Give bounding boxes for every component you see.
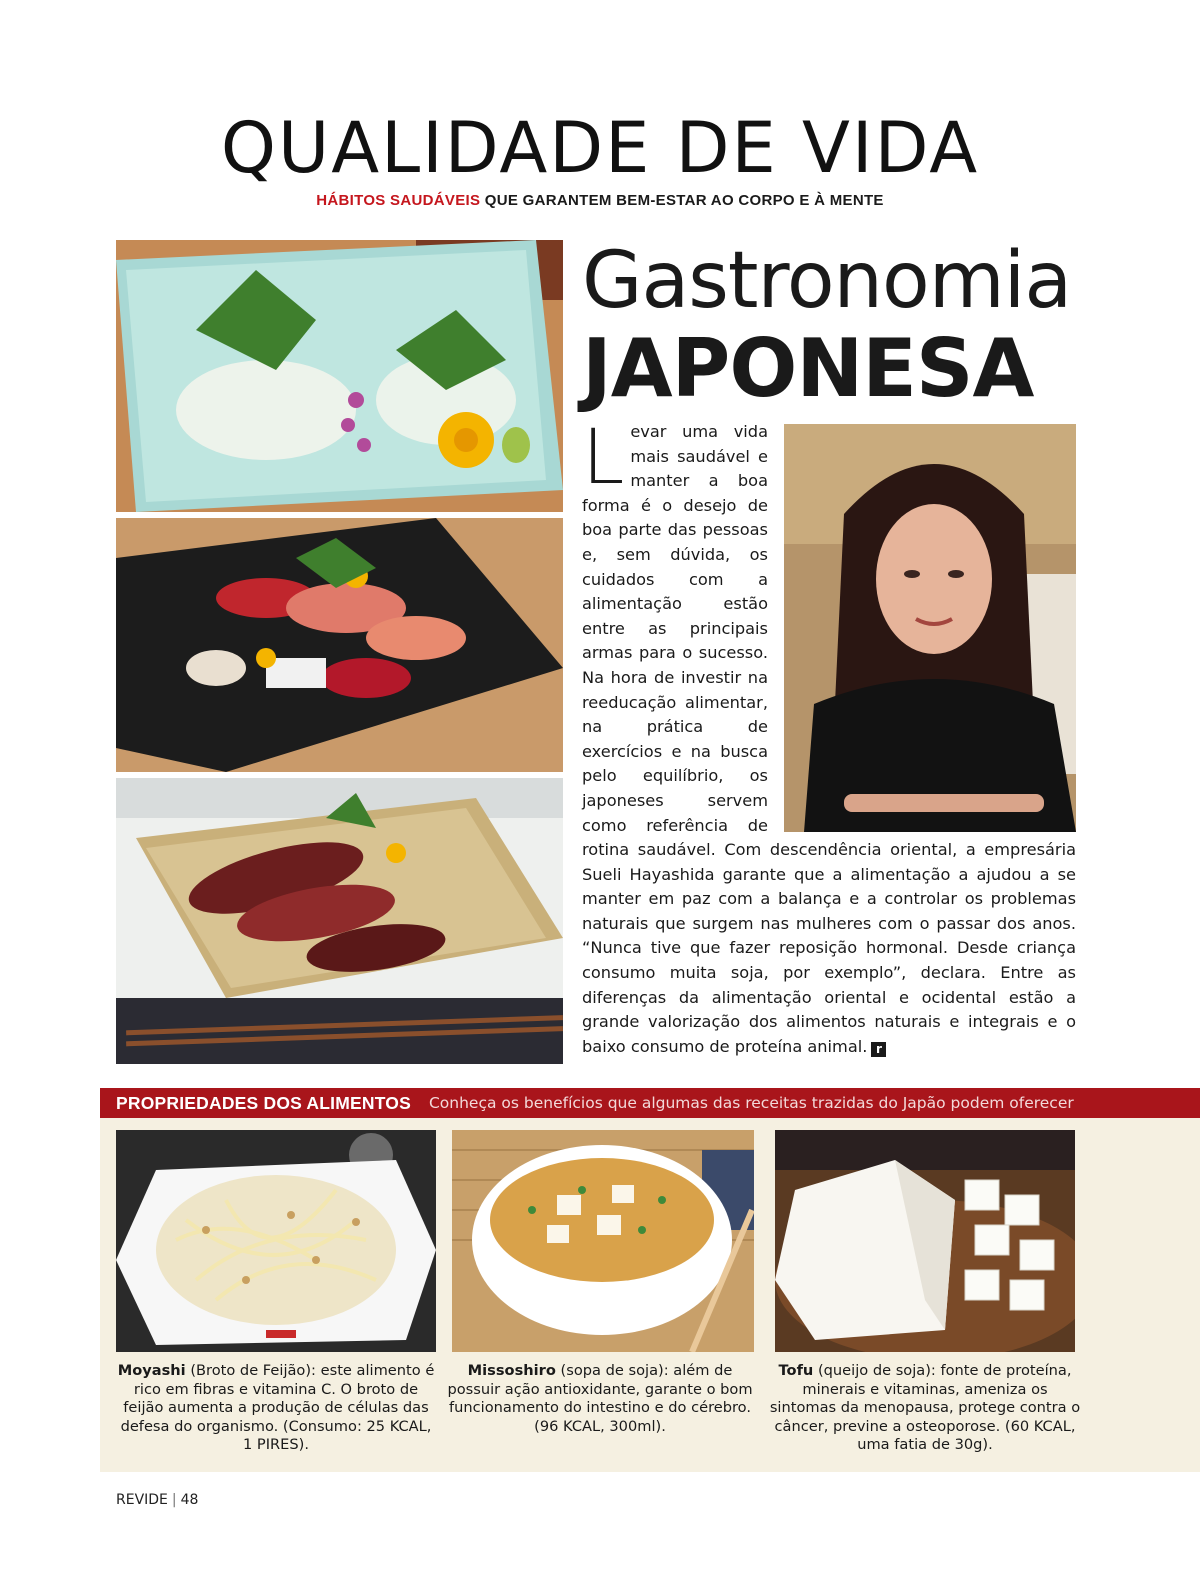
caption-missoshiro-text: (sopa de soja): além de possuir ação antioxidante, garante o bom funcionamento do intestino e do cérebro. (96 KCAL, 300ml). — [447, 1362, 753, 1435]
photo-portrait-sueli-hayashida — [784, 424, 1076, 832]
caption-tofu-text: (queijo de soja): fonte de proteína, minerais e vitaminas, ameniza os sintomas da menopausa, protege contra o câncer, previne a osteoporose. (60 KCAL, uma fatia de 30g). — [769, 1362, 1081, 1454]
photo-squid-sashimi — [116, 240, 563, 512]
photo-tofu — [775, 1130, 1075, 1352]
section-title: QUALIDADE DE VIDA — [220, 107, 980, 189]
caption-moyashi-name: Moyashi — [117, 1362, 186, 1379]
article-body — [582, 412, 1076, 1060]
caption-missoshiro — [444, 1362, 756, 1436]
drop-cap: L — [582, 412, 625, 501]
page-footer — [116, 1492, 198, 1508]
caption-moyashi — [116, 1362, 436, 1455]
article-title-line1: Gastronomia — [582, 236, 1072, 326]
magazine-name: REVIDE — [116, 1492, 168, 1508]
end-of-article-mark: r — [871, 1042, 886, 1057]
caption-moyashi-text: (Broto de Feijão): este alimento é rico em fibras e vitamina C. O broto de feijão aumenta a produção de células das defesa do organismo. (Consumo: 25 KCAL, 1 PIRES). — [120, 1362, 435, 1454]
photo-moyashi — [116, 1130, 436, 1352]
section-subtitle — [0, 192, 1200, 209]
properties-subtitle: Conheça os benefícios que algumas das receitas trazidas do Japão podem oferecer — [428, 1094, 1074, 1112]
section-header — [0, 108, 1200, 209]
caption-tofu-name: Tofu — [778, 1362, 814, 1379]
photo-sashimi-platter — [116, 518, 563, 772]
footer-separator: | — [171, 1492, 177, 1508]
caption-missoshiro-name: Missoshiro — [467, 1362, 556, 1379]
article-title-line2: JAPONESA — [582, 322, 1034, 415]
photo-seared-tuna — [116, 778, 563, 1064]
page-number: 48 — [180, 1492, 199, 1508]
subtitle-highlight: HÁBITOS SAUDÁVEIS — [316, 192, 481, 209]
article-paragraph: evar uma vida mais saudável e manter a boa forma é o desejo de boa parte das pessoas e, sem dúvida, os cuidados com a alimentação estão entre as principais armas para o sucesso. Na hora de investir na reeducação alimentar, na prática de exercícios e na busca pelo equilíbrio, os japoneses servem como referência de rotina saudável. Com descendência oriental, a empresária Sueli Hayashida garante que a alimentação a ajudou a se manter em paz com a balança e a controlar os problemas naturais que surgem nas mulheres com o passar dos anos. “Nunca tive que fazer reposição hormonal. Desde criança consumo muita soja, por exemplo”, declara. Entre as diferenças da alimentação oriental e ocidental estão a grande valorização dos alimentos naturais e integrais e o baixo consumo de proteína animal. — [582, 422, 1076, 1056]
caption-tofu — [768, 1362, 1082, 1455]
photo-missoshiro — [452, 1130, 754, 1352]
properties-bar — [100, 1088, 1200, 1118]
article-title — [582, 236, 1092, 415]
subtitle-rest: QUE GARANTEM BEM-ESTAR AO CORPO E À MENTE — [480, 192, 884, 209]
properties-title: PROPRIEDADES DOS ALIMENTOS — [116, 1092, 411, 1113]
